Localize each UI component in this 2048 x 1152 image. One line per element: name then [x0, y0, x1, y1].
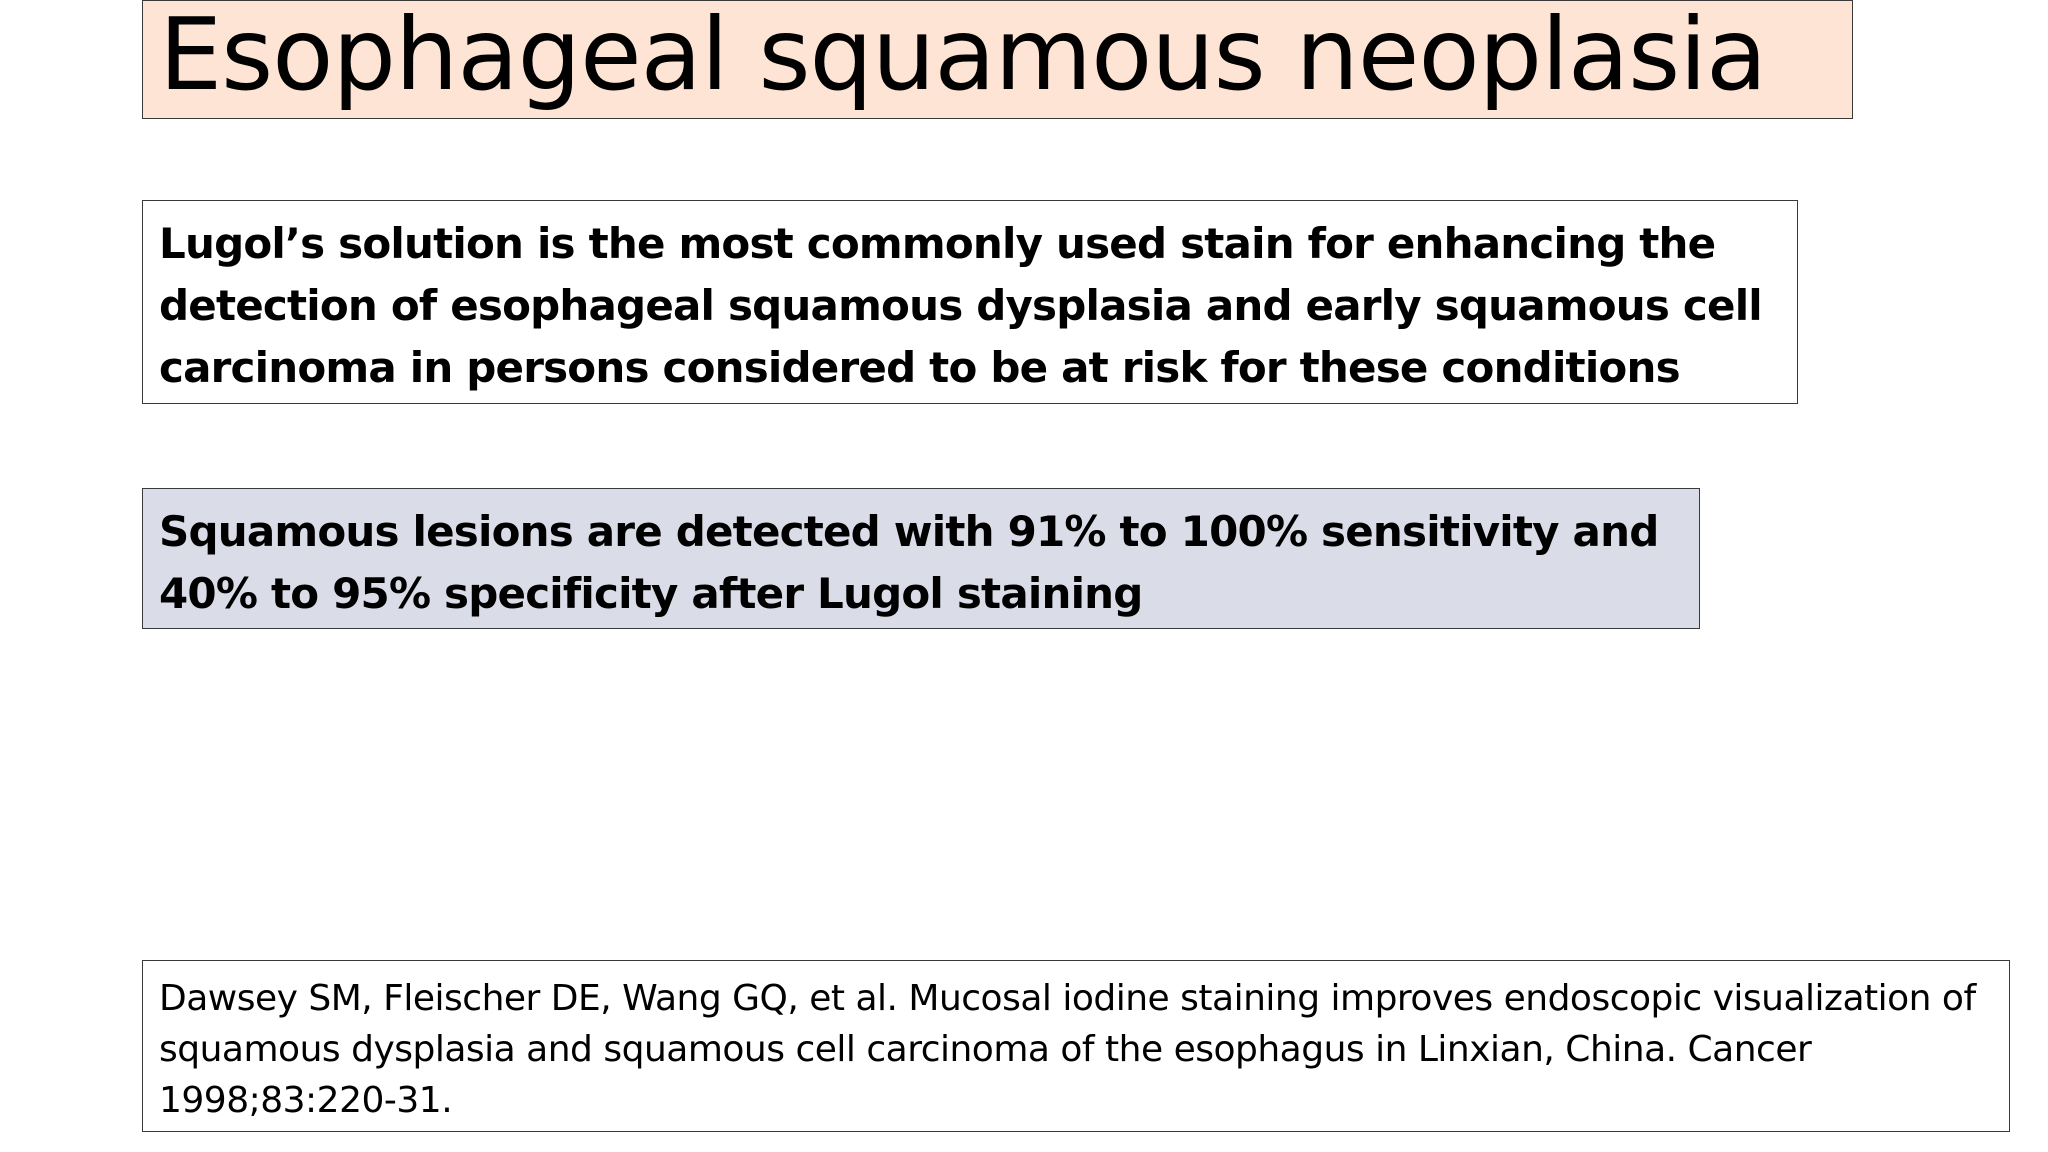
slide-title: Esophageal squamous neoplasia — [159, 0, 1767, 113]
sensitivity-specificity-box — [142, 488, 1700, 629]
lugol-solution-statement: Lugol’s solution is the most commonly used stain for enhancing the detection of esophageal squamous dysplasia and early squamous cell carcinoma in persons considered to be at risk for these conditions — [159, 219, 1762, 392]
reference-citation-box — [142, 960, 2010, 1132]
slide-title-box — [142, 0, 1853, 119]
lugol-solution-statement-box — [142, 200, 1798, 404]
sensitivity-specificity-statement: Squamous lesions are detected with 91% to 100% sensitivity and 40% to 95% specificity after Lugol staining — [159, 507, 1659, 618]
reference-citation: Dawsey SM, Fleischer DE, Wang GQ, et al. Mucosal iodine staining improves endoscopic visualization of squamous dysplasia and squamous cell carcinoma of the esophagus in Linxian, China. Cancer 1998;83:220-31. — [159, 978, 1976, 1121]
